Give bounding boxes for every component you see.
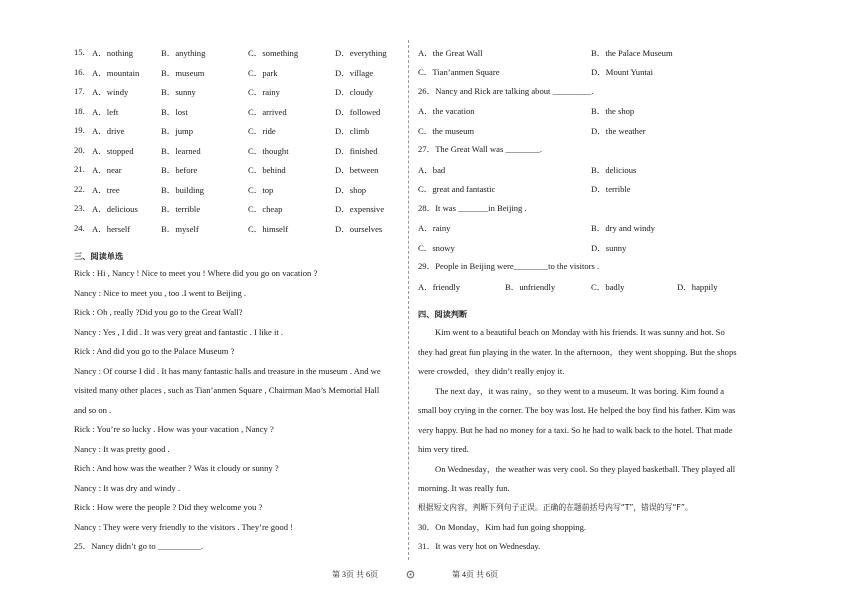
dialogue-line: and so on . <box>74 404 112 415</box>
question: 27．The Great Wall was ________. <box>418 144 542 154</box>
option-b: B．anything <box>161 48 206 58</box>
option-c: C．top <box>248 184 274 195</box>
option: B．the shop <box>591 106 635 116</box>
option-b: B．jump <box>161 126 193 136</box>
option-a: A．left <box>92 106 119 117</box>
question-number: 22. <box>74 183 85 194</box>
option-a: A．herself <box>92 223 131 234</box>
option-d: D．climb <box>335 126 370 136</box>
option-c: C．park <box>248 67 278 78</box>
question-number: 21. <box>74 164 85 174</box>
option-d: D．between <box>335 165 379 175</box>
option-c: C．himself <box>248 223 289 234</box>
option-a: A．drive <box>92 126 125 136</box>
option: B．dry and windy <box>591 223 655 233</box>
question: 30．On Monday，Kim had fun going shopping. <box>418 522 587 532</box>
option-c: C．behind <box>248 165 286 175</box>
page-number-left: 第 3页 共 6页 <box>332 570 378 579</box>
dialogue-line: Rick : You’re so lucky . How was your vacation , Nancy ? <box>74 424 274 434</box>
passage-line: small boy crying in the corner. The boy was lost. He helped the boy find his father. Kim was <box>418 405 736 415</box>
option-d: D．village <box>335 67 374 78</box>
option-b: B．learned <box>161 145 201 156</box>
option: D．Mount Yuntai <box>591 67 653 77</box>
option-a: A．stopped <box>92 145 134 156</box>
question: 31．It was very hot on Wednesday. <box>418 541 541 551</box>
option-d: D．cloudy <box>335 87 374 97</box>
passage-line: Kim went to a beautiful beach on Monday with his friends. It was sunny and hot. So <box>435 327 725 337</box>
column-divider <box>408 40 409 560</box>
option-d: D．followed <box>335 106 381 117</box>
dialogue-line: Nancy : Of course I did . It has many fantastic halls and treasure in the museum . And we <box>74 365 381 376</box>
option: D．the weather <box>591 126 646 136</box>
option: A．friendly <box>418 282 461 292</box>
option-c: C．something <box>248 48 299 58</box>
instruction: 根据短文内容，判断下列句子正误。正确的在题前括号内写“T”，错误的写“F”。 <box>418 503 693 512</box>
option-a: A．nothing <box>92 48 134 58</box>
option-a: A．delicious <box>92 204 138 214</box>
section-heading: 四、阅读判断 <box>418 309 468 319</box>
passage-line: morning. It was really fun. <box>418 483 510 493</box>
question: 26．Nancy and Rick are talking about _________. <box>418 86 594 96</box>
passage-line: were crowded，they didn’t really enjoy it. <box>418 366 565 376</box>
dialogue-line: Rick : Oh , really ?Did you go to the Great Wall? <box>74 307 243 317</box>
question-number: 18. <box>74 105 85 116</box>
option-b: B．lost <box>161 106 188 117</box>
option-a: A．windy <box>92 87 129 97</box>
option: B．delicious <box>591 165 637 175</box>
option: D．happily <box>677 282 718 292</box>
option: C．badly <box>591 282 625 292</box>
section-heading: 三、阅读单选 <box>74 251 124 261</box>
option-c: C．ride <box>248 126 276 136</box>
page-number-right: 第 4页 共 6页 <box>452 570 498 579</box>
option: B．the Palace Museum <box>591 48 673 58</box>
option-d: D．finished <box>335 145 378 156</box>
option-b: B．sunny <box>161 87 196 97</box>
option: A．the Great Wall <box>418 48 483 58</box>
option: A．rainy <box>418 223 451 233</box>
gear-icon <box>406 570 415 579</box>
dialogue-line: 25．Nancy didn’t go to __________. <box>74 541 203 551</box>
passage-line: they had great fun playing in the water. In the afternoon，they went shopping. But the shops <box>418 346 737 357</box>
option-b: B．museum <box>161 67 205 78</box>
dialogue-line: Nancy : Nice to meet you , too .I went to Beijing . <box>74 287 247 298</box>
option: A．bad <box>418 165 446 175</box>
dialogue-line: visited many other places , such as Tian’anmen Square , Chairman Mao’s Memorial Hall <box>74 385 380 395</box>
passage-line: On Wednesday，the weather was very cool. So they played basketball. They played all <box>435 463 736 474</box>
question: 29．People in Beijing were________to the visitors . <box>418 261 600 271</box>
dialogue-line: Rich : And how was the weather ? Was it cloudy or sunny ? <box>74 463 279 473</box>
dialogue-line: Rick : And did you go to the Palace Museum ? <box>74 346 235 356</box>
dialogue-line: Rick : Hi , Nancy ! Nice to meet you ! Where did you go on vacation ? <box>74 268 318 278</box>
option: C．Tian’anmen Square <box>418 67 500 77</box>
option-c: C．thought <box>248 145 289 156</box>
option-a: A．tree <box>92 184 120 195</box>
passage-line: him very tired. <box>418 444 469 454</box>
question-number: 19. <box>74 125 85 135</box>
question-number: 17. <box>74 86 85 96</box>
question-number: 20. <box>74 144 85 155</box>
option: C．great and fantastic <box>418 184 496 194</box>
dialogue-line: Nancy : They were very friendly to the visitors . They’re good ! <box>74 521 293 532</box>
option-c: C．arrived <box>248 106 287 117</box>
option-a: A．near <box>92 165 122 175</box>
dialogue-line: Rick : How were the people ? Did they welcome you ? <box>74 502 263 512</box>
passage-line: very happy. But he had no money for a taxi. So he had to walk back to the hotel. That made <box>418 424 733 435</box>
question-number: 15. <box>74 47 85 57</box>
dialogue-line: Nancy : Yes , I did . It was very great and fantastic . I like it . <box>74 326 284 337</box>
question: 28．It was _______in Beijing . <box>418 203 527 213</box>
option-b: B．before <box>161 165 198 175</box>
dialogue-line: Nancy : It was dry and windy . <box>74 482 180 493</box>
option-d: D．everything <box>335 48 387 58</box>
option: C．snowy <box>418 243 455 253</box>
option: B．unfriendly <box>505 282 556 292</box>
passage-line: The next day，it was rainy，so they went to a museum. It was boring. Kim found a <box>435 385 725 396</box>
option: D．sunny <box>591 243 627 253</box>
option-b: B．building <box>161 184 204 195</box>
option-d: D．expensive <box>335 204 385 214</box>
option-d: D．shop <box>335 184 367 195</box>
question-number: 23. <box>74 203 85 213</box>
option: C．the museum <box>418 126 475 136</box>
option-c: C．cheap <box>248 204 283 214</box>
option: D．terrible <box>591 184 631 194</box>
question-number: 24. <box>74 222 85 233</box>
option-b: B．myself <box>161 223 199 234</box>
option: A．the vacation <box>418 106 475 116</box>
option-d: D．ourselves <box>335 223 383 234</box>
question-number: 16. <box>74 66 85 77</box>
option-c: C．rainy <box>248 87 280 97</box>
dialogue-line: Nancy : It was pretty good . <box>74 443 170 454</box>
option-b: B．terrible <box>161 204 201 214</box>
option-a: A．mountain <box>92 67 140 78</box>
